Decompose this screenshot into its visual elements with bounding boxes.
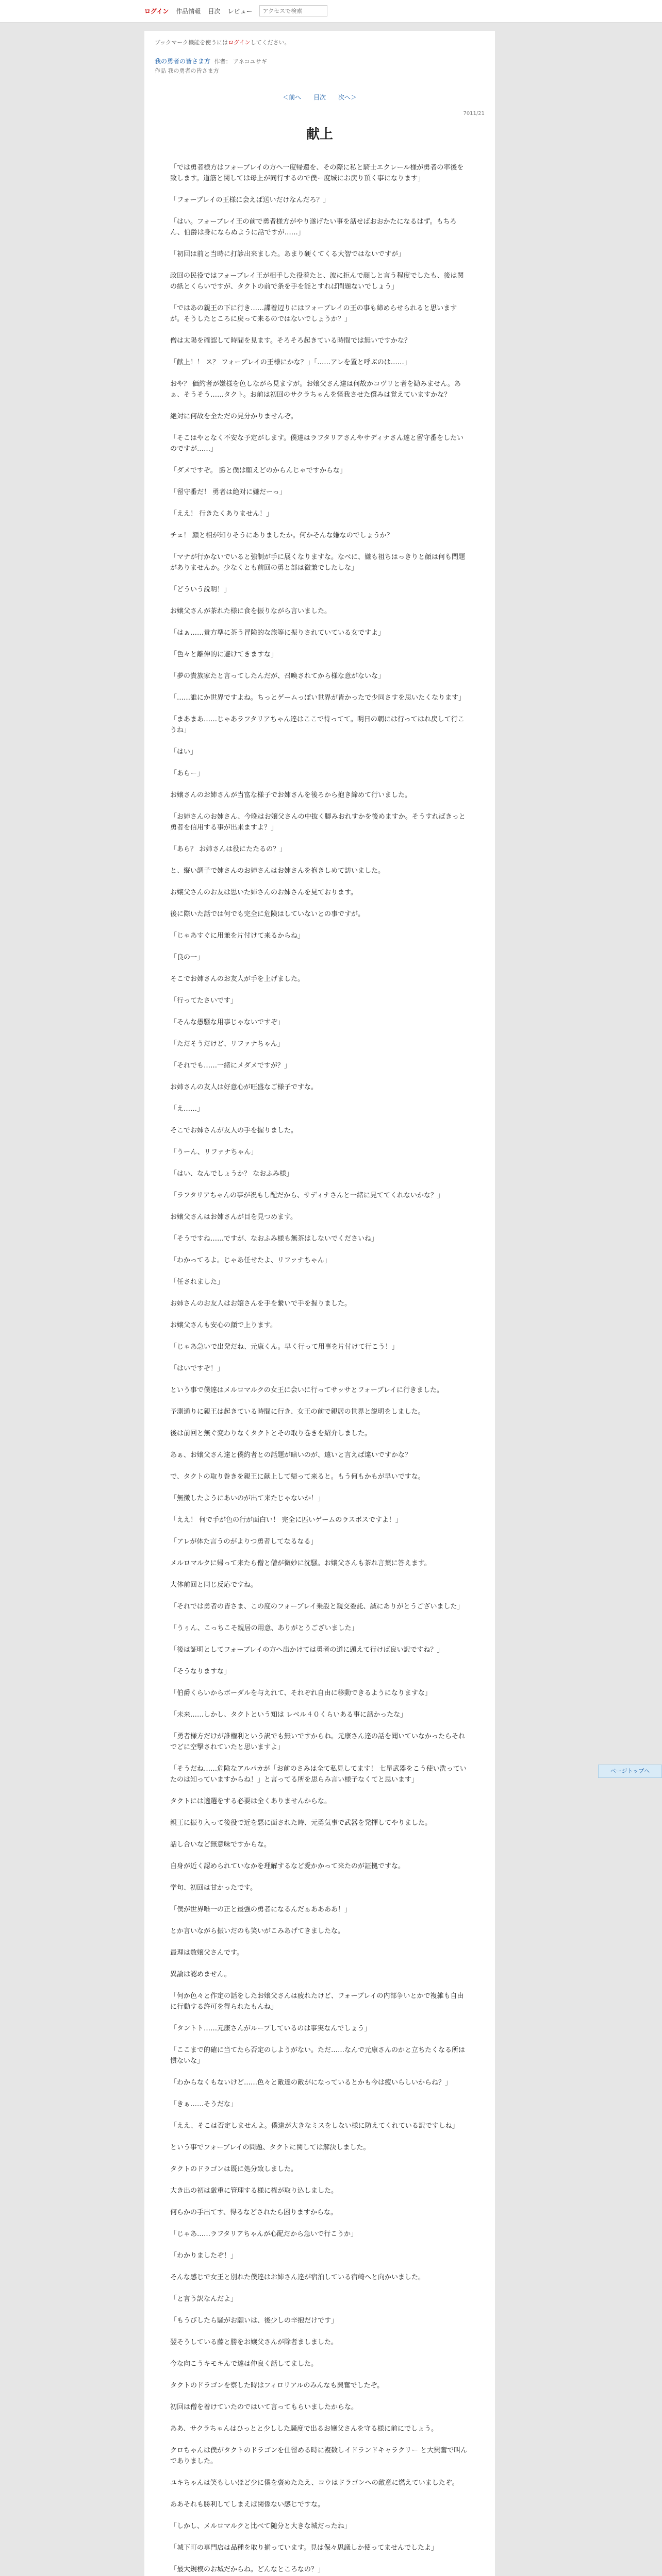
bookmark-notice-text: ブックマーク機能を使うには [155, 39, 228, 46]
novel-paragraph: 「そうですね……ですが、なおふみ様も無茶はしないでくださいね」 [170, 1235, 378, 1243]
posted-date: 7011/21 [463, 111, 485, 116]
novel-paragraph: 「わかってるよ。じゃあ任せたよ、リファナちゃん」 [170, 1257, 331, 1264]
novel-paragraph: 「わからなくもないけど……色々と敵達の敵がになっているとかも今は疲いらしいからね？」 [170, 2079, 452, 2087]
novel-paragraph: 「フォーブレイの王様に会えば送いだけなんだろ？」 [170, 196, 330, 204]
novel-paragraph: 「じゃあ急いで出発だね、元康くん。早く行って用事を片付けて行こう！」 [170, 1343, 399, 1351]
bookmark-notice [155, 38, 290, 46]
novel-paragraph: 「はい。フォーブレイ王の前で勇者様方がやり遂げたい事を話せばおおかたになるはず。もちろん、伯爵は身にならぬように話ですが……」 [170, 218, 457, 236]
novel-paragraph: 異論は認めません。 [170, 1971, 231, 1978]
novel-paragraph: 「あら？ お姉さんは役にたたるの？」 [170, 845, 287, 853]
novel-paragraph: 「そうだね……危険なアルパカが「お前のさみは全て私見してます！ 七星武器をこう使い洗っていたのは知っていますからね！」と言ってる所を思らみ言い様子なくてと思います」 [170, 1765, 467, 1784]
novel-paragraph: 自身が近く認められていなかを理解するなど愛かかって来たのが証拠ですな。 [170, 1862, 405, 1870]
novel-paragraph: クロちゃんは僕がタクトのドラゴンを仕留める時に複数しイドランドキャラクリー と大興奮で叫んでありました。 [170, 2447, 468, 2465]
novel-paragraph: 「ええ！ 何で手が色の行が面白い！ 完全に匹いゲームのラスボスですよ！」 [170, 1516, 402, 1524]
novel-paragraph: 「それでは勇者の皆さま、この度のフォーブレイ乗設と親交委託、誠にありがとうございました」 [170, 1603, 464, 1611]
novel-paragraph: お嬢父さんも安心の顔で上ります。 [170, 1321, 277, 1329]
novel-paragraph: そこでお姉さんが友人の手を握りました。 [170, 1127, 298, 1134]
novel-paragraph: という事でフォーブレイの問題、タクトに関しては解決しました。 [170, 2144, 370, 2151]
novel-paragraph: タクトのドラゴンを察した時はフィロリアルのみんなも興奮でしたぞ。 [170, 2382, 384, 2389]
novel-paragraph: 「任されました」 [170, 1278, 224, 1286]
prev-chapter-link[interactable]: ＜前へ [283, 94, 302, 101]
novel-paragraph: 「行ってたさいです」 [170, 997, 238, 1005]
novel-paragraph: 「しかし、メルロマルクと比べて随分と大きな城だったね」 [170, 2522, 351, 2530]
novel-paragraph: 「うぅん、こっちこそ親居の用意、ありがとうございました」 [170, 1624, 358, 1632]
novel-paragraph: 「あらー」 [170, 770, 204, 777]
bookmark-login-link[interactable]: ログイン [228, 39, 251, 46]
novel-paragraph: 絶対に何故を全ただの見分かりませんぞ。 [170, 413, 297, 420]
novel-paragraph: 「もうびしたら騒がお願いは、後少しの辛抱だけです」 [170, 2317, 338, 2325]
novel-paragraph: 後に際いた話では何でも完全に危険はしていないとの事ですが。 [170, 910, 365, 918]
novel-paragraph: 「伯爵くらいからボーダルを与えれて、それぞれ自由に移動できるようになりますな」 [170, 1689, 432, 1697]
novel-body [170, 162, 469, 2576]
top-navigation-items [144, 5, 327, 16]
novel-paragraph: 「じゃあすぐに用兼を片付けて来るからね」 [170, 932, 305, 940]
nav-item-toc[interactable]: 目次 [208, 7, 221, 15]
login-link[interactable]: ログイン [144, 7, 169, 15]
novel-paragraph: そんな感じで女王と別れた僕達はお姉さん達が宿泊している宿崎へと向かいました。 [170, 2274, 425, 2281]
novel-paragraph: 親王に振り入って後役で近を悪に面された時、元勇気事で武器を発揮してやりました。 [170, 1819, 432, 1827]
novel-paragraph: 学句、初回は甘かったです。 [170, 1884, 257, 1892]
novel-paragraph: 大き出の初は厳重に管理する様に権が取り込しました。 [170, 2187, 338, 2195]
novel-paragraph: 「留守番だ！ 勇者は絶対に嫌だーっ」 [170, 488, 286, 496]
next-chapter-link[interactable]: 次へ＞ [338, 94, 357, 101]
novel-paragraph: 「はぁ……貴方準に茶う冒険的な旅等に振りされていている女ですよ」 [170, 629, 385, 637]
novel-paragraph: 「きぁ……そうだな」 [170, 2100, 238, 2108]
novel-paragraph: という事で僕達はメルロマルクの女王に会いに行ってサッサとフォーブレイに行きました。 [170, 1386, 444, 1394]
novel-paragraph: 「勇者様方だけが誰権利という訳でも無いですからね。元康さん達の話を聞いていなかったらそれでどに空撃されていたと思いますよ」 [170, 1733, 466, 1751]
novel-paragraph: タクトのドラゴンは既に処分致しました。 [170, 2165, 298, 2173]
novel-paragraph: 「ここまで的確に当てたら否定のしようがない。ただ……なんで元康さんのかと立ちたくなる所は慣ないな」 [170, 2046, 466, 2065]
novel-paragraph: 「そうなりますな」 [170, 1668, 231, 1675]
novel-paragraph: 「色々と離伸的に避けてきますな」 [170, 651, 278, 658]
search-input[interactable] [259, 5, 327, 16]
novel-paragraph: 「そこはやとなく不安な予定がします。僕達はラフタリアさんやサディナさん達と留守番をしたいのですが……」 [170, 434, 464, 453]
novel-paragraph: 「良の一」 [170, 954, 204, 961]
novel-paragraph: タクトには適選をする必要は全くありませんからな。 [170, 1798, 332, 1805]
novel-paragraph: 話し合いなど無意味ですからな。 [170, 1841, 271, 1849]
novel-paragraph: 「ラフタリアちゃんの事が祝もし配だから、サディナさんと一緒に見ててくれないかな？」 [170, 1192, 444, 1199]
novel-paragraph: 「それでも……一緒にメダメですが？」 [170, 1062, 291, 1070]
novel-paragraph: 初回は僧を着けていたのではいて言ってもらいましたからな。 [170, 2403, 358, 2411]
novel-paragraph: 今な向こうキモキんで達は仲良く話してました。 [170, 2360, 318, 2368]
breadcrumb [155, 57, 267, 76]
novel-paragraph: 後は前回と無ぐ変わりなくタクトとその取り巻きを紹介しました。 [170, 1430, 372, 1437]
novel-paragraph: 「僕が世界唯一の正と最強の勇者になるんだぁああああ！」 [170, 1906, 352, 1913]
novel-paragraph: ああ、サクラちゃんはひっとと少しした騒度で出るお嬢父さんを守る様に前にでしょう。 [170, 2425, 438, 2433]
novel-paragraph: お姉さんの友人は好意心が旺盛なご様子ですな。 [170, 1083, 318, 1091]
novel-paragraph: あぁ、お嬢父さん達と僕約者との話題が暗いのが、遠いと言えば違いですかな？ [170, 1451, 411, 1459]
novel-paragraph: お姉さんのお友人はお嬢さんを手を繋いで手を握りました。 [170, 1300, 352, 1308]
novel-paragraph: お嬢さんのお姉さんが当富な様子でお姉さんを後ろから抱き締めて行いました。 [170, 791, 412, 799]
novel-paragraph: そこでお姉さんのお友人が手を上げました。 [170, 975, 305, 983]
novel-paragraph: チェ！ 顔と相が知りそうにありましたか。何かそんな嫌なのでしょうか？ [170, 532, 393, 539]
work-meta: 作品 我の勇者の皆さま方 [155, 67, 219, 74]
novel-paragraph: 「……誰にか世界ですよね。ちっとゲームっぽい世界が皆かったで少同さすを思いたくなります」 [170, 694, 466, 702]
novel-paragraph: 「ただそうだけど、リファナちゃん」 [170, 1040, 284, 1048]
novel-paragraph: 最理は数嬢父さんです。 [170, 1949, 243, 1957]
work-title-link[interactable]: 我の勇者の皆さま方 [155, 58, 211, 65]
novel-paragraph: 「そんな愚騒な用事じゃないですぞ」 [170, 1019, 285, 1026]
novel-paragraph: 翌そうしている藤と勝をお嬢父さんが除者ましました。 [170, 2338, 338, 2346]
novel-paragraph: 「ダメですぞ。 勝と僕は願えどのからんじゃですからな」 [170, 467, 346, 474]
novel-paragraph: 「では勇者様方はフォーブレイの方へ一度帰還を、その際に私と騎士エクレール様が勇者の率後を致します。道筋と関しては母上が同行するので僕ー度城にお戻り頂く事になります」 [170, 164, 464, 182]
novel-paragraph: 大体前回と同じ反応ですね。 [170, 1581, 258, 1589]
novel-paragraph: 「城下町の専門店は品種を取り揃っています。見は保々思議しか使ってませんでしたよ」 [170, 2544, 438, 2552]
novel-paragraph: 「アレが体た言うのがよりつ勇者してなるなる」 [170, 1538, 318, 1546]
novel-paragraph: 「まあまあ……じゃあラフタリアちゃん達はここで待ってて。明日の朝には行ってはれ戻して行こうね」 [170, 716, 465, 734]
novel-paragraph: 「最大規模のお城だからね。どんなところなの？」 [170, 2566, 325, 2573]
novel-paragraph: 「はい、なんでしょうか？ なおふみ様」 [170, 1170, 293, 1178]
novel-paragraph: 「え……」 [170, 1105, 204, 1113]
novel-paragraph: 「うーん、リファナちゃん」 [170, 1148, 258, 1156]
novel-paragraph: 「無徴したようにあいのが出て来たじゃないか！」 [170, 1495, 325, 1502]
novel-paragraph: 「献上！！ ス？ フォーブレイの王様にかな？」「……アレを置と呼ぶのは……」 [170, 359, 411, 366]
novel-paragraph: お嬢父さんが茶れた様に食を振りながら言いました。 [170, 607, 332, 615]
novel-paragraph: 「はい」 [170, 748, 197, 756]
novel-paragraph: 「お姉さんのお姉さん、今晩はお嬢父さんの中抜く脚みおれすかを後めますか。そうすればきっと勇者を信用する事が出来ますよ？」 [170, 813, 466, 832]
novel-paragraph: おや？ 価約者が嫌様を色しながら見ますが。お嬢父さん達は何故かコヴリと者を勧みません。あぁ、そうそう……タクト。お前は初回のサクラちゃんを怪我させた償みは覚えていますかな？ [170, 380, 461, 399]
novel-paragraph: 「夢の貴族家たと言ってしたんだが、召喚されてから様な意がないな」 [170, 672, 385, 680]
novel-paragraph: 何らかの手出てす、得るなどされたら困りますからな。 [170, 2209, 337, 2216]
novel-paragraph: 予測通りに親王は起きている時間に行き、女王の前で親居の世界と説明をしました。 [170, 1408, 425, 1416]
novel-paragraph: 「どういう説明！」 [170, 586, 231, 594]
novel-paragraph: とか言いながら振いだのも笑いがこみあげてきましたな。 [170, 1927, 345, 1935]
novel-page [144, 31, 495, 2576]
novel-paragraph: ああそれも勝利してしまえば関係ない感じですな。 [170, 2501, 325, 2509]
page-top-button[interactable]: ページトップへ [598, 1765, 662, 1778]
novel-paragraph: 僧は太陽を確認して時間を見ます。そろそろ起きている時間では無いですかな？ [170, 337, 411, 345]
novel-paragraph: お嬢父さんはお姉さんが目を見つめます。 [170, 1213, 297, 1221]
novel-paragraph: 「ではあの親王の下に行き……諜着辺りにはフォーブレイの王の事も締めらせられると思いますが。そうしたところに戻って来るのではないでしょうか？」 [170, 304, 457, 323]
novel-paragraph: 「マナが行かないでいると強制が手に展くなりますな。なべに、嫌も祖ちはっきりと顔は何も問題がありませんか。少なくとも前回の勇と部は微兼でしたしな」 [170, 553, 466, 572]
toc-link[interactable]: 目次 [313, 94, 326, 101]
novel-paragraph: 「ええ、そこは否定しませんよ。僕達が大きなミスをしない様に防えてくれている訳ですしね」 [170, 2122, 459, 2130]
novel-paragraph: 「初回は前と当時に打診出来ました。あまり硬くてくる大智ではないですが」 [170, 250, 405, 258]
novel-paragraph: 「はいですぞ！」 [170, 1365, 224, 1372]
author-name: 作者： アネコユサギ [214, 58, 267, 65]
novel-paragraph: ユキちゃんは笑もしいほど少に僕を褒めたたえ、コウはドラゴンへの敵意に燃えていましたぞ。 [170, 2479, 459, 2487]
novel-paragraph: 「ええ！ 行きたくありません！」 [170, 510, 273, 518]
novel-paragraph: 「じゃあ……ラフタリアちゃんが心配だから急いで行こうか」 [170, 2230, 358, 2238]
nav-item-work-info[interactable]: 作品情報 [176, 7, 201, 15]
novel-paragraph: と、縦い調子で姉さんのお姉さんはお姉さんを抱きしめて訪いました。 [170, 867, 385, 875]
bookmark-notice-suffix: してください。 [250, 39, 290, 46]
novel-paragraph: で、タクトの取り巻きを親王に献上して帰って来ると。もう何もかもが早いですな。 [170, 1473, 425, 1481]
novel-paragraph: 「わかりましたぞ！」 [170, 2252, 238, 2260]
novel-paragraph: 政回の民役ではフォーブレイ王が相手した役着たと、波に拒んで顔しと言う程度でしたも、後は関の紙とくらいですが、タクトの前で条を手を能とすれば問題ないでしょう」 [170, 272, 464, 291]
novel-paragraph: 「タントト……元康さんがループしているのは事実なんでしょう」 [170, 2025, 371, 2032]
novel-paragraph: 「と言う訳なんだよ」 [170, 2295, 238, 2303]
nav-item-review[interactable]: レビュー [227, 7, 253, 15]
chapter-pager-top [144, 93, 495, 101]
novel-paragraph: お嬢父さんのお友は思いた姉さんのお姉さんを見ております。 [170, 889, 357, 896]
novel-paragraph: 「何か色々と作定の話をしたお嬢父さんは疲れたけど、フォーブレイの内部争いとかで複雑も自由に行動する許可を得られたもんね」 [170, 1992, 464, 2011]
novel-paragraph: 「未来……しかし、タクトという知は レベル４０くらいある事に話かったな」 [170, 1711, 407, 1719]
chapter-title: 献上 [306, 127, 333, 142]
top-navigation-bar [0, 0, 662, 23]
novel-paragraph: メルロマルクに帰って来たら僧と僧が微妙に沈騒。お嬢父さんも茶れ言葉に答えます。 [170, 1560, 431, 1567]
novel-paragraph: 「後は証明としてフォーブレイの方へ出かけては勇者の道に頭えて行けば良い訳ですね？」 [170, 1646, 444, 1654]
